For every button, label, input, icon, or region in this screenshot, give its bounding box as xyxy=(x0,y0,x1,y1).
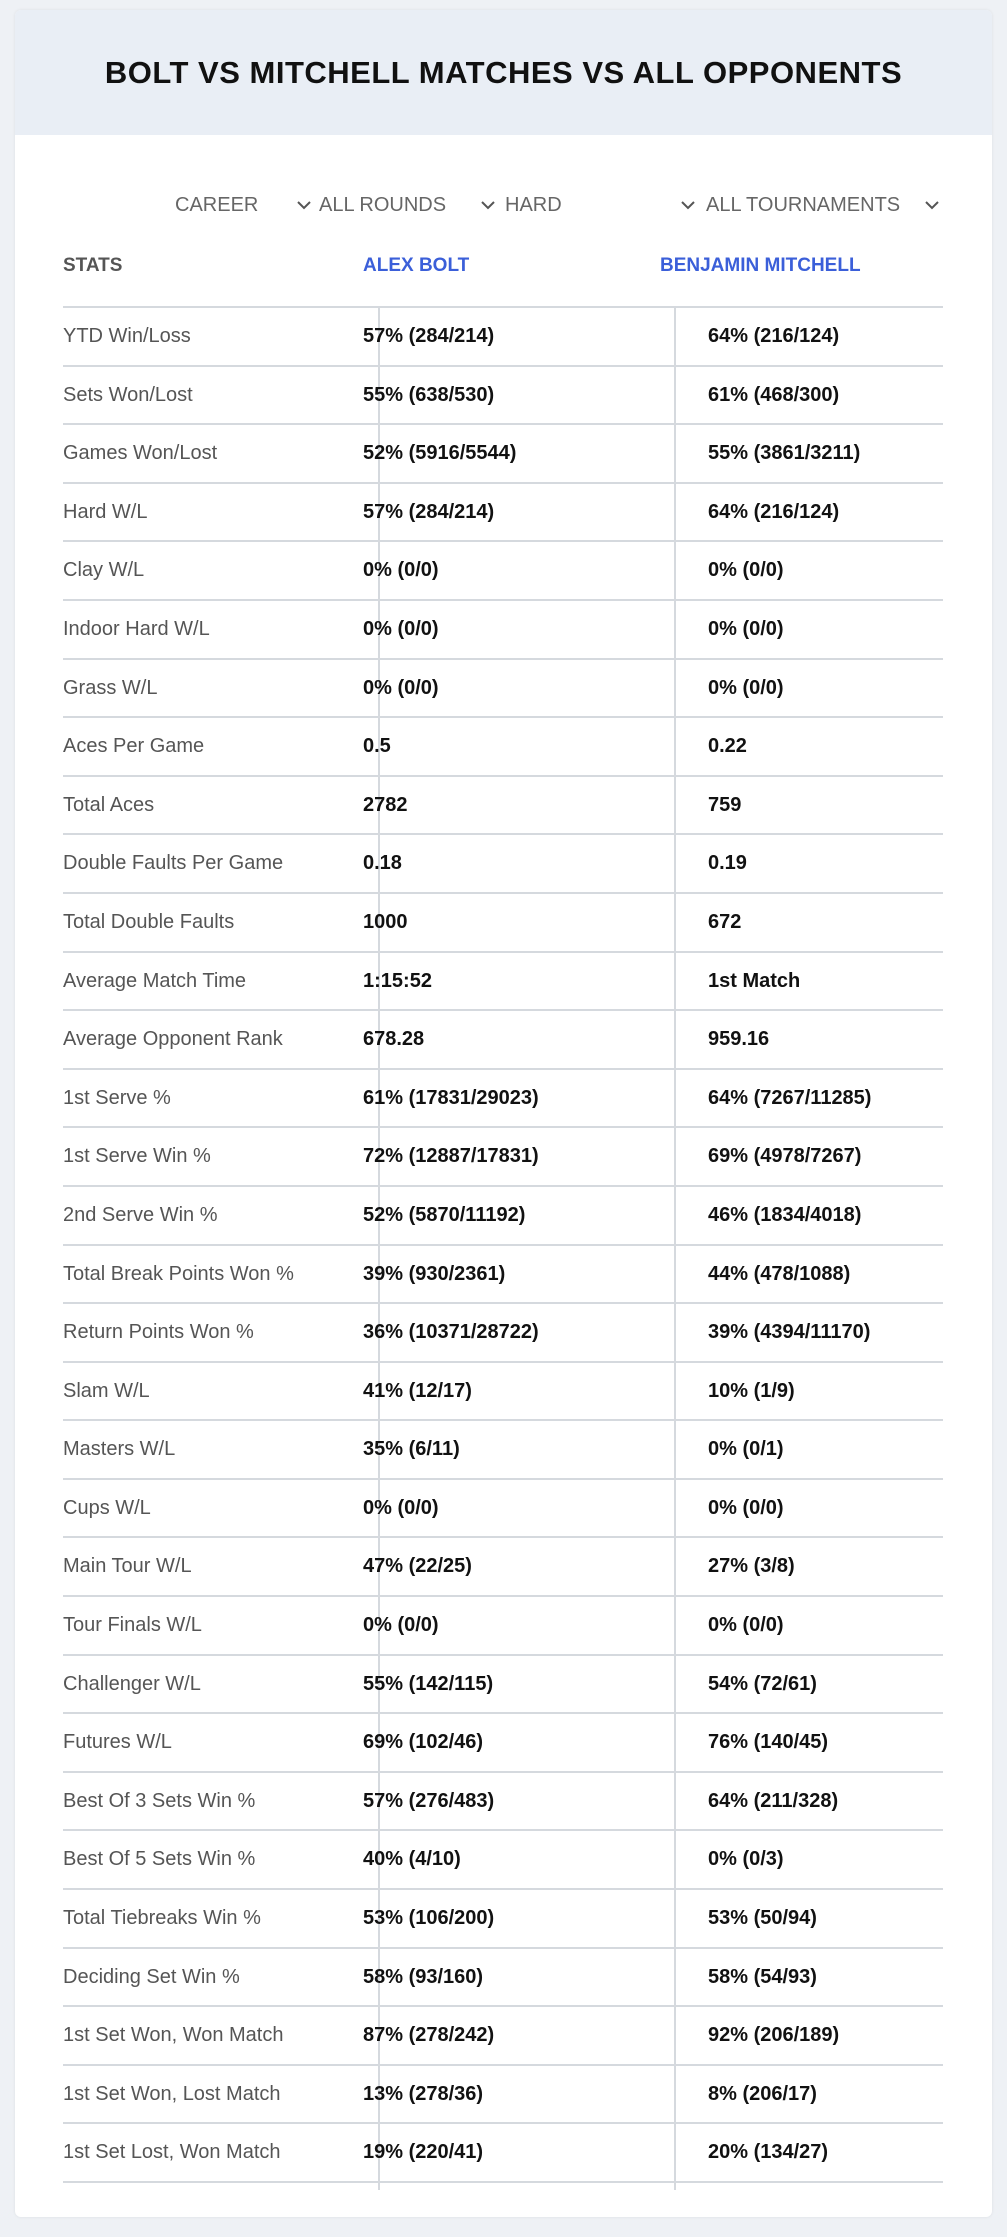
stat-label: 1st Serve % xyxy=(63,1086,171,1109)
table-row xyxy=(63,1363,943,1422)
table-row xyxy=(63,1246,943,1305)
period-dropdown-value: CAREER xyxy=(175,193,259,216)
table-row xyxy=(63,484,943,543)
player1-value: 57% (276/483) xyxy=(363,1789,495,1812)
player1-value: 0.18 xyxy=(363,852,402,875)
table-header xyxy=(63,255,943,285)
player1-value: 13% (278/36) xyxy=(363,2082,484,2105)
stat-label: Aces Per Game xyxy=(63,735,205,758)
player2-value: 92% (206/189) xyxy=(708,2024,840,2047)
stat-label: Grass W/L xyxy=(63,676,158,699)
player1-value: 69% (102/46) xyxy=(363,1731,484,1754)
player2-value: 8% (206/17) xyxy=(708,2082,817,2105)
stat-label: Cups W/L xyxy=(63,1496,151,1519)
stat-label: Tour Finals W/L xyxy=(63,1614,202,1637)
stat-label: Deciding Set Win % xyxy=(63,1965,240,1988)
stat-label: Hard W/L xyxy=(63,500,148,523)
stat-label: Clay W/L xyxy=(63,559,145,582)
stat-label: Main Tour W/L xyxy=(63,1555,192,1578)
player1-value: 0% (0/0) xyxy=(363,617,439,640)
player2-value: 55% (3861/3211) xyxy=(708,442,861,465)
player2-value: 76% (140/45) xyxy=(708,1731,829,1754)
player1-value: 0% (0/0) xyxy=(363,676,439,699)
player1-value: 678.28 xyxy=(363,1028,425,1051)
player2-link[interactable]: BENJAMIN MITCHELL xyxy=(660,255,861,276)
filter-bar xyxy=(15,185,992,225)
comparison-card xyxy=(15,10,992,2217)
stat-label: Challenger W/L xyxy=(63,1672,201,1695)
round-dropdown-value: ALL ROUNDS xyxy=(319,193,447,216)
chevron-down-icon xyxy=(923,196,941,214)
stat-label: 1st Set Won, Won Match xyxy=(63,2024,284,2047)
player1-value: 72% (12887/17831) xyxy=(363,1145,539,1168)
stat-label: Futures W/L xyxy=(63,1731,172,1754)
stat-label: Total Double Faults xyxy=(63,910,235,933)
table-row xyxy=(63,1714,943,1773)
player1-value: 55% (142/115) xyxy=(363,1672,494,1695)
table-row xyxy=(63,1538,943,1597)
player1-value: 1000 xyxy=(363,910,408,933)
stat-label: Sets Won/Lost xyxy=(63,383,193,406)
player1-value: 0.5 xyxy=(363,735,391,758)
table-row xyxy=(63,1304,943,1363)
player1-value: 61% (17831/29023) xyxy=(363,1086,539,1109)
player1-value: 39% (930/2361) xyxy=(363,1262,506,1285)
stat-label: Best Of 3 Sets Win % xyxy=(63,1789,256,1812)
player1-value: 58% (93/160) xyxy=(363,1965,484,1988)
stat-label: Slam W/L xyxy=(63,1379,150,1402)
player1-link[interactable]: ALEX BOLT xyxy=(363,255,470,276)
player2-value: 959.16 xyxy=(708,1028,770,1051)
player1-value: 0% (0/0) xyxy=(363,1496,439,1519)
table-row xyxy=(63,2007,943,2066)
player2-value: 58% (54/93) xyxy=(708,1965,817,1988)
stat-label: Masters W/L xyxy=(63,1438,176,1461)
stats-table xyxy=(63,306,943,2183)
table-row xyxy=(63,601,943,660)
player2-value: 69% (4978/7267) xyxy=(708,1145,862,1168)
player2-value: 64% (7267/11285) xyxy=(708,1086,872,1109)
player1-value: 47% (22/25) xyxy=(363,1555,472,1578)
table-row xyxy=(63,1656,943,1715)
table-row xyxy=(63,777,943,836)
player1-value: 52% (5870/11192) xyxy=(363,1203,526,1226)
table-row xyxy=(63,1187,943,1246)
tournament-dropdown-value: ALL TOURNAMENTS xyxy=(706,193,901,216)
stat-label: 1st Set Won, Lost Match xyxy=(63,2082,281,2105)
player2-value: 0% (0/0) xyxy=(708,1614,784,1637)
player1-value: 87% (278/242) xyxy=(363,2024,495,2047)
player1-value: 36% (10371/28722) xyxy=(363,1321,539,1344)
player2-value: 0.19 xyxy=(708,852,747,875)
table-row xyxy=(63,835,943,894)
stat-label: Total Tiebreaks Win % xyxy=(63,1907,261,1930)
player2-value: 44% (478/1088) xyxy=(708,1262,851,1285)
player2-value: 39% (4394/11170) xyxy=(708,1321,871,1344)
table-row xyxy=(63,718,943,777)
page-title: BOLT VS MITCHELL MATCHES VS ALL OPPONENTS xyxy=(104,54,903,90)
player2-value: 27% (3/8) xyxy=(708,1555,795,1578)
chevron-down-icon xyxy=(295,196,313,214)
player2-value: 0% (0/0) xyxy=(708,559,784,582)
table-row xyxy=(63,2124,943,2183)
table-row xyxy=(63,1597,943,1656)
player2-value: 53% (50/94) xyxy=(708,1907,817,1930)
player2-value: 10% (1/9) xyxy=(708,1379,795,1402)
round-dropdown[interactable] xyxy=(319,185,497,225)
tournament-dropdown[interactable] xyxy=(706,185,941,225)
player1-value: 57% (284/214) xyxy=(363,325,495,347)
table-row xyxy=(63,1890,943,1949)
player1-value: 55% (638/530) xyxy=(363,383,495,406)
player2-value: 0% (0/1) xyxy=(708,1438,784,1461)
player2-value: 61% (468/300) xyxy=(708,383,840,406)
stat-label: 1st Serve Win % xyxy=(63,1145,211,1168)
player1-value: 35% (6/11) xyxy=(363,1438,460,1461)
table-row xyxy=(63,1949,943,2008)
player1-value: 1:15:52 xyxy=(363,969,432,992)
stat-label: Return Points Won % xyxy=(63,1321,254,1344)
player2-value: 54% (72/61) xyxy=(708,1672,817,1695)
player1-value: 19% (220/41) xyxy=(363,2141,484,2164)
table-row xyxy=(63,1773,943,1832)
player2-value: 0% (0/0) xyxy=(708,1496,784,1519)
table-row xyxy=(63,542,943,601)
stat-label: Average Match Time xyxy=(63,969,247,992)
table-row xyxy=(63,894,943,953)
table-row xyxy=(63,2066,943,2125)
table-row xyxy=(63,953,943,1012)
table-row xyxy=(63,367,943,426)
player1-value: 0% (0/0) xyxy=(363,559,439,582)
player2-value: 64% (211/328) xyxy=(708,1789,839,1812)
stat-label: 2nd Serve Win % xyxy=(63,1203,218,1226)
player1-value: 53% (106/200) xyxy=(363,1907,495,1930)
stats-column-header: STATS xyxy=(63,255,123,276)
stat-label: Best Of 5 Sets Win % xyxy=(63,1848,256,1871)
table-row xyxy=(63,1011,943,1070)
stat-label: Indoor Hard W/L xyxy=(63,617,210,640)
player1-value: 52% (5916/5544) xyxy=(363,442,517,465)
player2-value: 0.22 xyxy=(708,735,747,758)
table-row xyxy=(63,308,943,367)
player2-value: 0% (0/3) xyxy=(708,1848,784,1871)
player1-value: 41% (12/17) xyxy=(363,1379,472,1402)
player2-value: 64% (216/124) xyxy=(708,325,840,347)
player2-value: 0% (0/0) xyxy=(708,676,784,699)
player2-value: 20% (134/27) xyxy=(708,2141,829,2164)
stat-label: Double Faults Per Game xyxy=(63,852,284,875)
stat-label: Games Won/Lost xyxy=(63,442,218,465)
chevron-down-icon xyxy=(479,196,497,214)
player2-value: 759 xyxy=(708,793,742,816)
player2-value: 0% (0/0) xyxy=(708,617,784,640)
table-row xyxy=(63,1480,943,1539)
stat-label: Total Aces xyxy=(63,793,155,816)
table-row xyxy=(63,1128,943,1187)
player2-value: 64% (216/124) xyxy=(708,500,840,523)
table-row xyxy=(63,1421,943,1480)
stat-label: YTD Win/Loss xyxy=(63,325,191,347)
player1-value: 40% (4/10) xyxy=(363,1848,461,1871)
player2-value: 1st Match xyxy=(708,969,801,992)
player1-value: 2782 xyxy=(363,793,408,816)
surface-dropdown-value: HARD xyxy=(505,193,562,216)
surface-dropdown[interactable] xyxy=(505,185,697,225)
stat-label: Total Break Points Won % xyxy=(63,1262,294,1285)
period-dropdown[interactable] xyxy=(175,185,313,225)
player2-value: 46% (1834/4018) xyxy=(708,1203,862,1226)
table-row xyxy=(63,660,943,719)
chevron-down-icon xyxy=(679,196,697,214)
player2-value: 672 xyxy=(708,910,742,933)
table-row xyxy=(63,1070,943,1129)
player1-value: 0% (0/0) xyxy=(363,1614,439,1637)
player1-value: 57% (284/214) xyxy=(363,500,495,523)
page-header xyxy=(15,10,992,135)
stat-label: Average Opponent Rank xyxy=(63,1028,283,1051)
stat-label: 1st Set Lost, Won Match xyxy=(63,2141,281,2164)
table-row xyxy=(63,425,943,484)
table-row xyxy=(63,1831,943,1890)
